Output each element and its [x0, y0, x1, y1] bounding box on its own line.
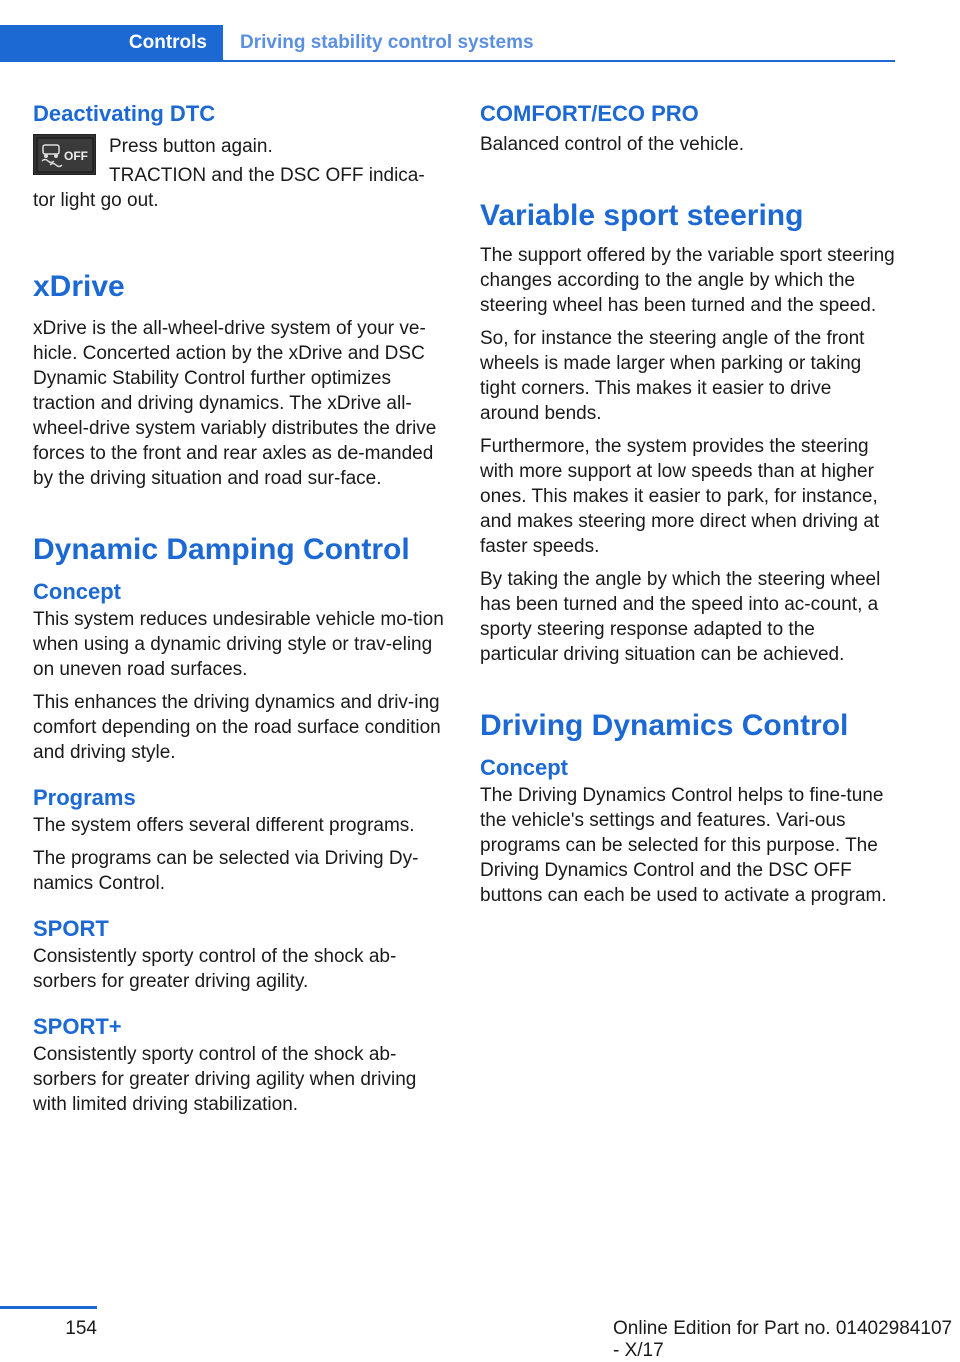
driving-dynamics-body: The Driving Dynamics Control helps to fine-tune the vehicle's settings and features. Vari-ous programs can be selected for this purpose. The Driving Dynamics Control and the DSC OFF buttons can each be used to activate a program.	[480, 785, 887, 906]
programs-heading: Programs	[33, 785, 136, 810]
ddc-heading: Dynamic Damping Control	[33, 533, 410, 566]
page-header	[0, 0, 895, 62]
footer-divider	[0, 1306, 97, 1309]
comfort-heading: COMFORT/ECO PRO	[480, 101, 699, 126]
vss-p1: The support offered by the variable sport steering changes according to the angle by which the steering wheel has been turned and the speed.	[480, 245, 895, 316]
dtc-instruction	[33, 134, 448, 188]
vss-p2: So, for instance the steering angle of the front wheels is made larger when parking or taking tight corners. This makes it easier to drive around bends.	[480, 328, 865, 424]
page-number: 154	[65, 1318, 97, 1339]
xdrive-body: xDrive is the all-wheel-drive system of your ve-hicle. Concerted action by the xDrive and DSC Dynamic Stability Control further optimizes traction and driving dynamics. The xDrive all-wheel-drive system variably distributes the drive forces to the front and rear axles as de-manded by the driving situation and road sur-face.	[33, 318, 437, 489]
left-column	[33, 100, 448, 1125]
icon-off-label: OFF	[63, 148, 88, 163]
traction-off-button-icon	[33, 134, 96, 175]
ddc-concept-p1: This system reduces undesirable vehicle mo-tion when using a dynamic driving style or trav-eling on uneven road surfaces.	[33, 609, 444, 680]
section-tab[interactable]: Controls	[0, 25, 223, 60]
right-column	[480, 100, 895, 916]
edition-info: Online Edition for Part no. 01402984107 - X/17	[613, 1318, 953, 1361]
sportplus-body: Consistently sporty control of the shock ab-sorbers for greater driving agility when driving with limited driving stabilization.	[33, 1044, 417, 1115]
dtc-step-1: Press button again.	[109, 136, 273, 157]
programs-p1: The system offers several different programs.	[33, 815, 415, 836]
sport-body: Consistently sporty control of the shock ab-sorbers for greater driving agility.	[33, 946, 397, 992]
chapter-title[interactable]: Driving stability control systems	[240, 31, 534, 53]
deactivating-dtc-heading: Deactivating DTC	[33, 101, 216, 126]
ddc-concept-heading: Concept	[33, 579, 121, 604]
dtc-step-2-cont: tor light go out.	[33, 190, 159, 211]
driving-dynamics-heading: Driving Dynamics Control	[480, 709, 849, 742]
vss-p3: Furthermore, the system provides the steering with more support at low speeds than at higher ones. This makes it easier to park, for instance, and makes steering more direct when driving at faster speeds.	[480, 436, 880, 557]
xdrive-heading: xDrive	[33, 270, 125, 303]
sportplus-heading: SPORT+	[33, 1014, 122, 1039]
vss-heading: Variable sport steering	[480, 199, 804, 232]
header-divider	[0, 60, 895, 62]
sport-heading: SPORT	[33, 916, 109, 941]
dtc-step-2: TRACTION and the DSC OFF indica-	[109, 165, 425, 186]
vss-p4: By taking the angle by which the steering wheel has been turned and the speed into ac-count, a sporty steering response adapted to the particular driving situation can be achieved.	[480, 569, 881, 665]
comfort-body: Balanced control of the vehicle.	[480, 134, 745, 155]
programs-p2: The programs can be selected via Driving Dy-namics Control.	[33, 848, 419, 894]
ddc-concept-p2: This enhances the driving dynamics and driv-ing comfort depending on the road surface condition and driving style.	[33, 692, 441, 763]
driving-dynamics-concept-heading: Concept	[480, 755, 568, 780]
